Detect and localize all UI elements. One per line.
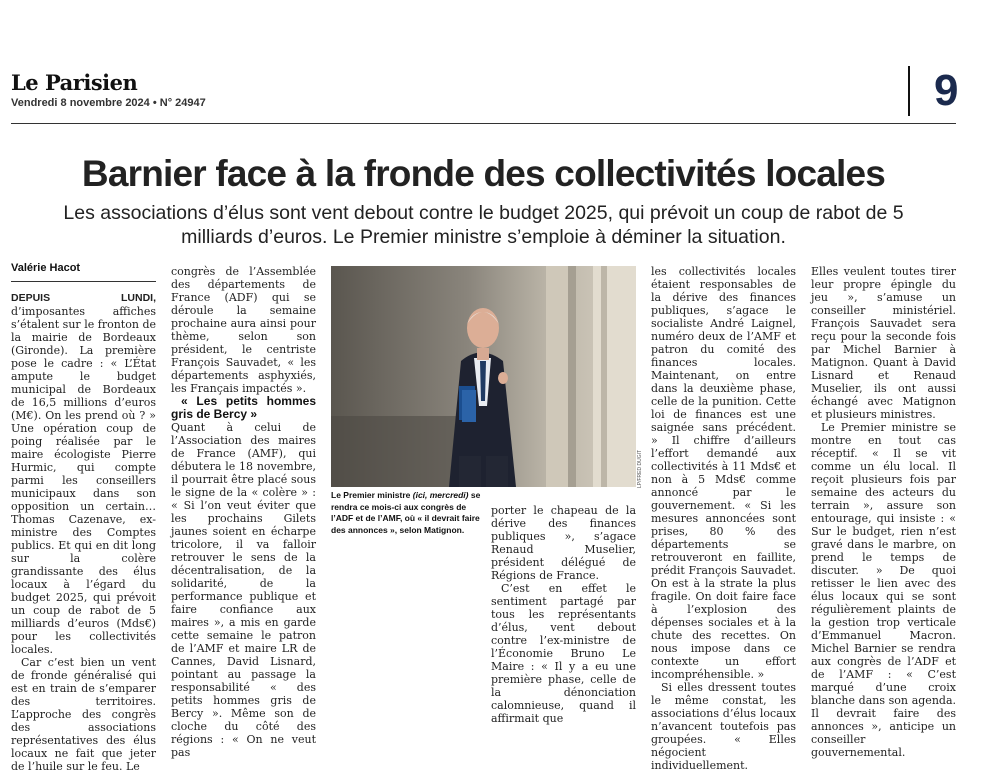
byline-rule: [11, 281, 156, 282]
photo-credit-text: LP/FRED DUGIT: [637, 449, 643, 488]
article-headline: Barnier face à la fronde des collectivités locales: [81, 153, 886, 194]
header-rule: [11, 123, 956, 124]
paragraph: Elles veulent toutes tirer leur propre épingle du jeu », s’amuse un conseiller ministériel. François Sauvadet sera reçu pour la seconde fois par Michel Barnier à Matignon. Quant à David Lisnard et Renaud Muselier, ils ont aussi échangé avec Matignon et plusieurs ministres.: [811, 265, 956, 421]
photo-credit: [636, 414, 644, 490]
paragraph: les collectivités locales étaient responsables de la dérive des finances publiques, s’agace le socialiste André Laignel, numéro deux de l’AMF et patron du comité des finances locales. Maintenant, on entre dans la deuxième phase, celle de la punition. Cette loi de finances est une saignée sans précédent. » Il chiffre d’ailleurs l’effort demandé aux collectivités à 11 Mds€ et non à 5 Mds€ comme annoncé par le gouvernement. « Si les mesures annoncées sont prises, 80 % des départements se retrouveront en faillite, prédit François Sauvadet. On est à la strate la plus fragile. On doit faire face à l’explosion des dépenses sociales et à la chute des recettes. On nous impose dans ce contexte un effort incompréhensible. »: [651, 265, 796, 681]
paragraph: Le Premier ministre se montre en tout cas réceptif. « Il se vit comme un élu local. Il reçoit plusieurs fois par semaine des acteurs du terrain », assure son entourage, qui insiste : « Sur le budget, rien n’est gravé dans le marbre, on prend le temps de discuter. » De quoi retisser le lien avec des élus locaux qui se sont régulièrement plaints de la gestion trop verticale d’Emmanuel Macron. Michel Barnier se rendra aux congrès de l’ADF et de l’AMF : « C’est marqué d’une croix blanche dans son agenda. Il devrait faire des annonces », anticipe un conseiller gouvernemental.: [811, 421, 956, 759]
article-column-5: [811, 265, 956, 759]
article-deck: Les associations d’élus sont vent debout contre le budget 2025, qui prévoit un coup de rabot de 5 milliards d’euros. Le Premier ministre s’emploie à déminer la situation.: [63, 202, 904, 248]
dateline: Vendredi 8 novembre 2024 • N° 24947: [11, 97, 206, 109]
photo-caption: [331, 490, 481, 536]
article-photo: [331, 266, 636, 487]
article-column-3: [491, 504, 636, 725]
paragraph: Si elles dressent toutes le même constat, les associations d’élus locaux n’avancent toutefois pas groupées. « Elles négocient individuellement.: [651, 681, 796, 772]
article-column-2: [171, 265, 316, 759]
paragraph: C’est en effet le sentiment partagé par tous les représentants d’élus, vent debout contre l’ex-ministre de l’Économie Bruno Le Maire : « Il y a eu une première phase, celle de la dénonciation calomnieuse, quand il affirmait que: [491, 582, 636, 725]
masthead-logo: Le Parisien: [11, 70, 138, 95]
paragraph: [11, 291, 156, 656]
byline: Valérie Hacot: [11, 262, 81, 274]
photo-barnier-illustration: [331, 266, 636, 487]
article-column-1: [11, 291, 156, 773]
lead-in: DEPUIS LUNDI,: [11, 292, 156, 304]
paragraph-text: d’imposantes affiches s’étalent sur le fronton de la mairie de Bordeaux (Gironde). La première pose le cadre : « L’État ampute le budget municipal de Bordeaux de 16,5 millions d’euros (M€). On les prend où ? » Une opération coup de poing réalisée par le maire écologiste Pierre Hurmic, qui compte parmi les conseillers municipaux dans son opposition un certain… Thomas Cazenave, ex-ministre des Comptes publics. Et qui en dit long sur la colère grandissante des élus locaux à l’égard du budget 2025, qui prévoit un coup de rabot de 5 milliards d’euros (Mds€) pour les collectivités locales.: [11, 305, 156, 656]
page-number-divider: [908, 66, 910, 116]
paragraph: Quant à celui de l’Association des maires de France (AMF), qui débutera le 18 novembre, il pourrait être placé sous le signe de la « colère » : « Si l’on veut éviter que les prochains Gilets jaunes soient en écharpe tricolore, il va falloir retrouver le sens de la décentralisation, de la solidarité, de la performance publique et faire confiance aux maires », a mis en garde cette semaine le patron de l’AMF et maire LR de Cannes, David Lisnard, pointant au passage la responsabilité « des petits hommes gris de Bercy ». Même son de cloche du côté des régions : « On ne veut pas: [171, 421, 316, 759]
caption-italic: (ici, mercredi): [412, 490, 469, 500]
article-column-4: [651, 265, 796, 772]
paragraph: porter le chapeau de la dérive des finances publiques », s’agace Renaud Muselier, président délégué de Régions de France.: [491, 504, 636, 582]
paragraph: Car c’est bien un vent de fronde généralisé qui est en train de s’emparer des territoires. L’approche des congrès des associations représentatives des élus locaux ne fait que jeter de l’huile sur le feu. Le: [11, 656, 156, 773]
subheading: « Les petits hommes gris de Bercy »: [171, 394, 316, 421]
paragraph: congrès de l’Assemblée des départements de France (ADF) qui se déroule la semaine prochaine aura ainsi pour thème, selon son président, le centriste François Sauvadet, « les départements asphyxiés, les Français impactés ».: [171, 265, 316, 395]
caption-prefix: Le Premier ministre: [331, 490, 411, 500]
caption-text: se rendra ce mois-ci aux congrès de l’ADF et de l’AMF, où « il devrait faire des annonces », selon Matignon.: [331, 490, 481, 535]
page-number: 9: [934, 66, 959, 115]
